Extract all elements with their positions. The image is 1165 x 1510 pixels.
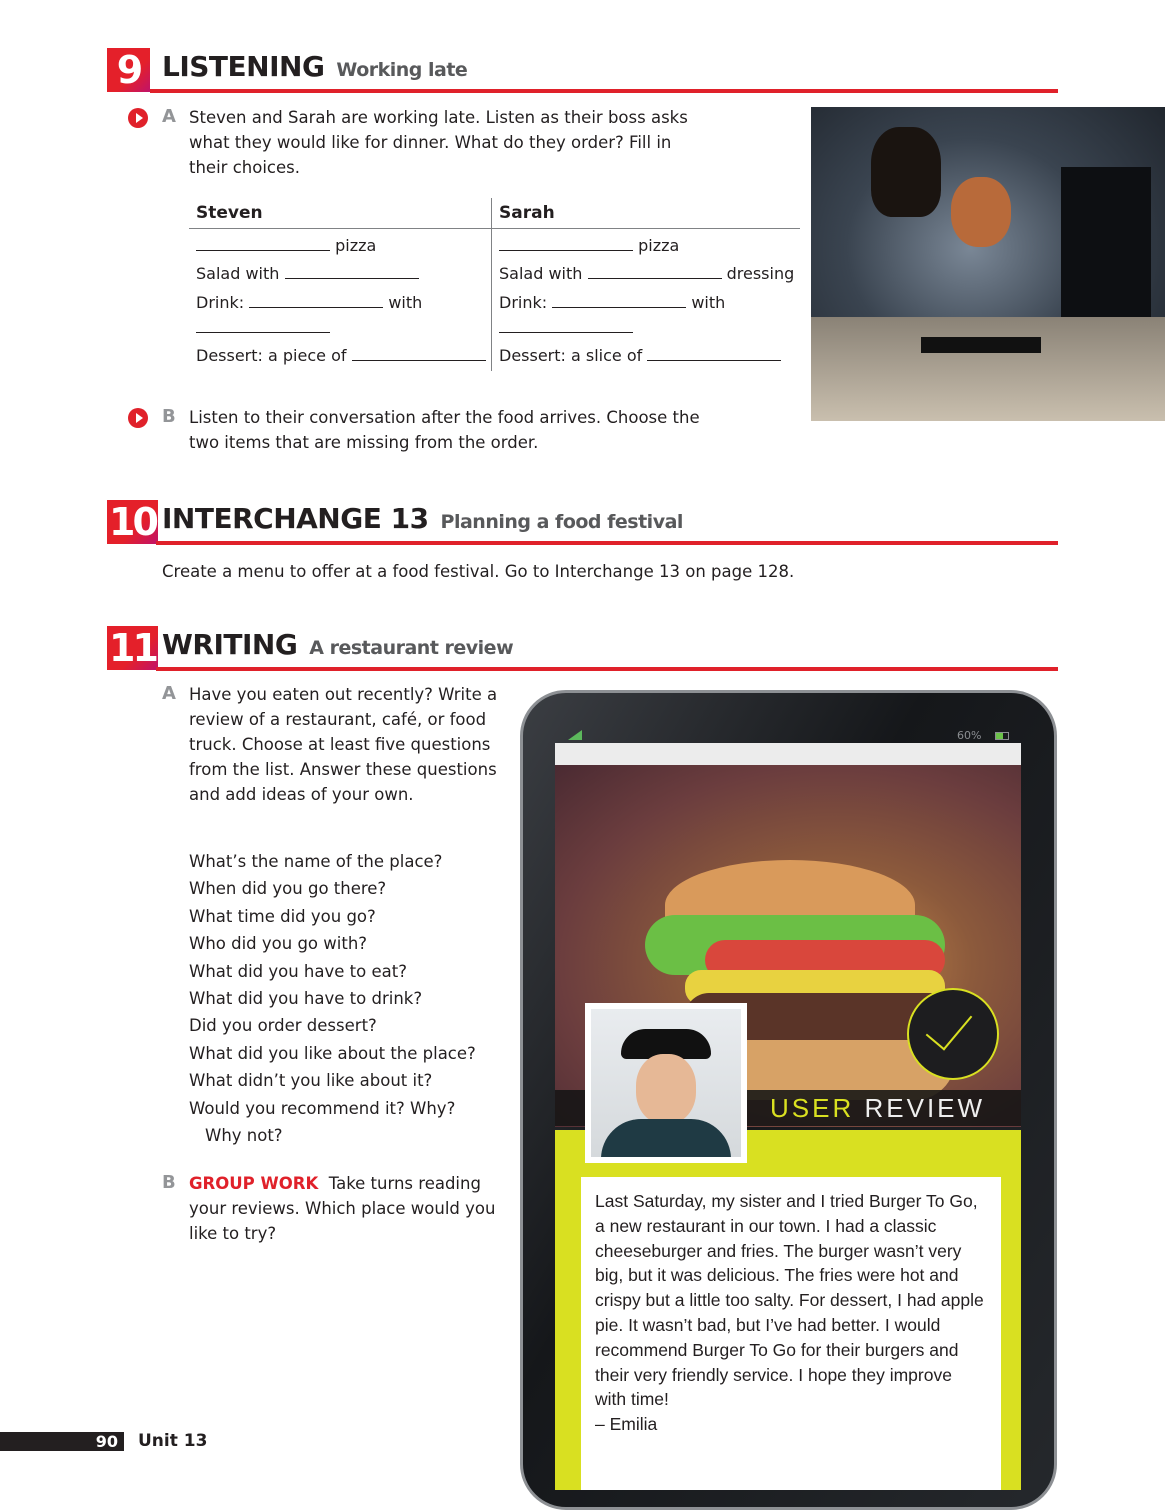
section-number: 9 bbox=[107, 48, 150, 92]
table-row bbox=[196, 318, 330, 337]
section-subtitle: Working late bbox=[336, 59, 468, 81]
table-row: Salad with dressing bbox=[499, 264, 795, 283]
answer-blank[interactable] bbox=[285, 265, 419, 279]
answer-blank[interactable] bbox=[552, 294, 686, 308]
table-row: Salad with bbox=[196, 264, 419, 283]
section-number: 10 bbox=[107, 500, 158, 544]
question-item: Would you recommend it? Why? bbox=[189, 1098, 456, 1118]
review-label: REVIEW bbox=[864, 1093, 986, 1123]
section-rule bbox=[156, 667, 1058, 671]
office-workers-photo bbox=[811, 107, 1165, 421]
answer-blank[interactable] bbox=[499, 319, 633, 333]
question-list bbox=[189, 848, 509, 1149]
page-number: 90 bbox=[0, 1432, 124, 1451]
answer-blank[interactable] bbox=[196, 237, 330, 251]
question-item: What did you like about the place? bbox=[189, 1043, 476, 1063]
answer-blank[interactable] bbox=[647, 347, 781, 361]
question-item: What did you have to eat? bbox=[189, 961, 407, 981]
answer-blank[interactable] bbox=[196, 319, 330, 333]
exercise-letter: B bbox=[162, 1172, 176, 1193]
table-row: pizza bbox=[499, 236, 679, 255]
review-text: Last Saturday, my sister and I tried Burger To Go, a new restaurant in our town. I had a classic cheeseburger and fries. The burger wasn’t very big, but it was delicious. The fries were hot and crispy but a little too salty. For dessert, I had apple pie. It wasn’t bad, but I’ve had better. I would recommend Burger To Go for their burgers and their very friendly service. I hope they improve with time! bbox=[595, 1191, 984, 1410]
section-text: Create a menu to offer at a food festival. Go to Interchange 13 on page 128. bbox=[162, 562, 795, 581]
exercise-instructions: Listen to their conversation after the food arrives. Choose the two items that are missing from the order. bbox=[189, 408, 700, 452]
section-heading bbox=[162, 628, 513, 661]
table-row: Drink: with bbox=[499, 293, 726, 312]
answer-blank[interactable] bbox=[588, 265, 722, 279]
column-header-steven: Steven bbox=[196, 203, 263, 223]
question-item: When did you go there? bbox=[189, 879, 387, 899]
group-work-label: GROUP WORK bbox=[189, 1174, 319, 1193]
question-item: Did you order dessert? bbox=[189, 1016, 377, 1036]
question-item: What’s the name of the place? bbox=[189, 852, 443, 871]
section-title: INTERCHANGE 13 bbox=[162, 502, 429, 535]
section-title: WRITING bbox=[162, 628, 298, 661]
exercise-letter: B bbox=[162, 406, 176, 427]
reviewer-avatar bbox=[585, 1003, 747, 1163]
column-header-sarah: Sarah bbox=[499, 203, 555, 223]
check-badge-icon bbox=[907, 988, 999, 1080]
answer-blank[interactable] bbox=[249, 294, 383, 308]
exercise-letter: A bbox=[162, 106, 176, 127]
section-subtitle: Planning a food festival bbox=[440, 511, 683, 533]
column-divider bbox=[491, 198, 492, 371]
audio-play-icon[interactable] bbox=[128, 108, 148, 128]
signal-icon bbox=[568, 730, 582, 740]
section-rule bbox=[150, 89, 1058, 93]
section-heading bbox=[162, 502, 683, 535]
question-item: What didn’t you like about it? bbox=[189, 1071, 433, 1091]
exercise-instructions: Have you eaten out recently? Write a review of a restaurant, café, or food truck. Choose at least five questions from the list. Answer these questions and add ideas of your own. bbox=[189, 685, 498, 804]
question-item: Who did you go with? bbox=[189, 934, 368, 954]
table-header-rule bbox=[189, 228, 800, 229]
section-rule bbox=[156, 541, 1058, 545]
battery-percent: 60% bbox=[957, 729, 982, 742]
table-row: Dessert: a slice of bbox=[499, 346, 781, 365]
table-row: Drink: with bbox=[196, 293, 423, 312]
audio-play-icon[interactable] bbox=[128, 408, 148, 428]
section-title: LISTENING bbox=[162, 50, 325, 83]
question-item: Why not? bbox=[205, 1126, 283, 1146]
order-table bbox=[189, 198, 800, 373]
section-heading bbox=[162, 50, 467, 83]
section-subtitle: A restaurant review bbox=[309, 637, 514, 659]
section-number: 11 bbox=[107, 626, 158, 670]
exercise-instructions: Steven and Sarah are working late. Listen as their boss asks what they would like for dinner. What do they order? Fill in their choices. bbox=[189, 108, 688, 177]
exercise-letter: A bbox=[162, 683, 176, 704]
app-top-bar bbox=[555, 743, 1021, 765]
answer-blank[interactable] bbox=[499, 237, 633, 251]
battery-icon bbox=[995, 732, 1009, 740]
table-row bbox=[499, 318, 633, 337]
question-item: What time did you go? bbox=[189, 906, 376, 926]
user-label: USER bbox=[770, 1093, 855, 1123]
table-row: Dessert: a piece of bbox=[196, 346, 486, 365]
review-signature: – Emilia bbox=[595, 1414, 658, 1435]
question-item: What did you have to drink? bbox=[189, 989, 423, 1009]
table-row: pizza bbox=[196, 236, 376, 255]
exercise-instructions: GROUP WORK Take turns reading your reviews. Which place would you like to try? bbox=[189, 1174, 496, 1243]
answer-blank[interactable] bbox=[352, 347, 486, 361]
review-card bbox=[581, 1177, 1001, 1490]
unit-label: Unit 13 bbox=[138, 1431, 208, 1451]
